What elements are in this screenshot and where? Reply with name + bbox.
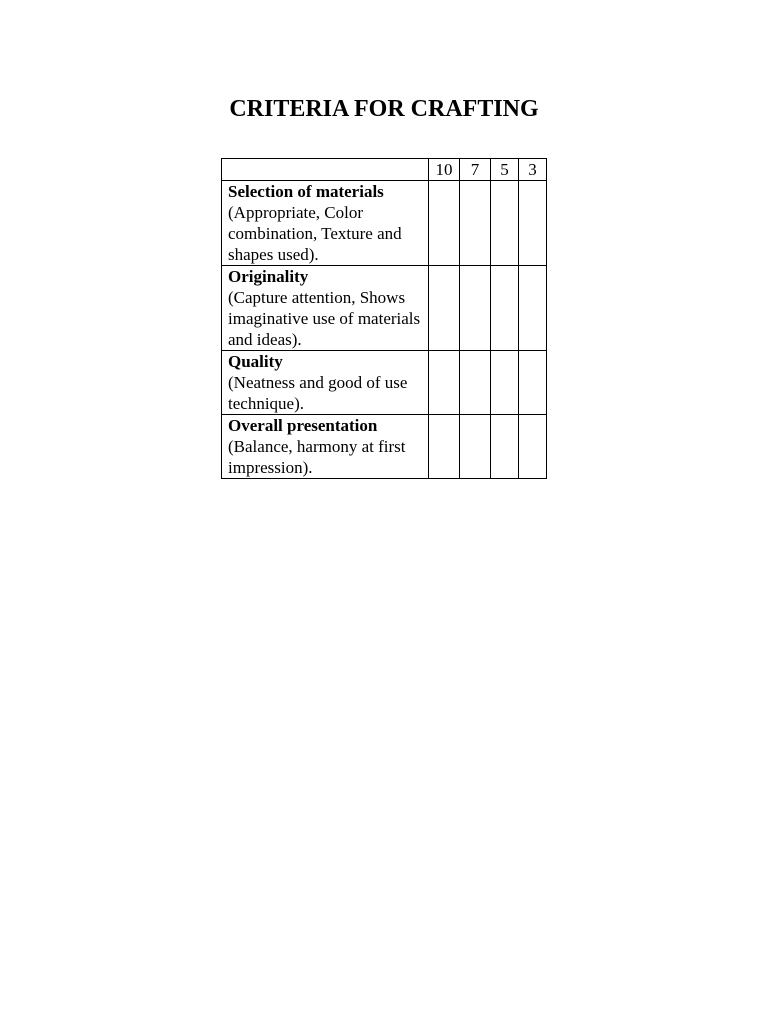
score-cell (491, 351, 519, 415)
page-title: CRITERIA FOR CRAFTING (229, 96, 539, 122)
score-header-3: 3 (519, 159, 547, 181)
criterion-name: Overall presentation (228, 416, 378, 435)
criterion-description: (Balance, harmony at first impression). (228, 437, 406, 477)
score-header-10: 10 (429, 159, 460, 181)
score-cell (460, 181, 491, 266)
table-row (222, 181, 547, 266)
criterion-description: (Appropriate, Color combination, Texture and shapes used). (228, 203, 402, 264)
score-cell (460, 415, 491, 479)
criteria-table (221, 158, 547, 479)
criterion-name: Quality (228, 352, 283, 371)
score-cell (460, 266, 491, 351)
criterion-cell (222, 266, 429, 351)
score-cell (429, 266, 460, 351)
score-cell (429, 351, 460, 415)
score-cell (519, 266, 547, 351)
criterion-cell (222, 415, 429, 479)
score-cell (491, 181, 519, 266)
table-row (222, 266, 547, 351)
criterion-name: Originality (228, 267, 309, 286)
score-header-5: 5 (491, 159, 519, 181)
score-cell (519, 181, 547, 266)
criterion-cell (222, 181, 429, 266)
table-row (222, 351, 547, 415)
table-row (222, 415, 547, 479)
score-cell (491, 266, 519, 351)
criterion-cell (222, 351, 429, 415)
criterion-description: (Neatness and good of use technique). (228, 373, 408, 413)
criterion-description: (Capture attention, Shows imaginative use of materials and ideas). (228, 288, 421, 349)
score-cell (519, 351, 547, 415)
score-header-7: 7 (460, 159, 491, 181)
criterion-name: Selection of materials (228, 182, 384, 201)
score-cell (429, 415, 460, 479)
score-cell (429, 181, 460, 266)
score-cell (491, 415, 519, 479)
table-header-row (222, 159, 547, 181)
score-cell (460, 351, 491, 415)
score-cell (519, 415, 547, 479)
criteria-header-cell (222, 159, 429, 181)
